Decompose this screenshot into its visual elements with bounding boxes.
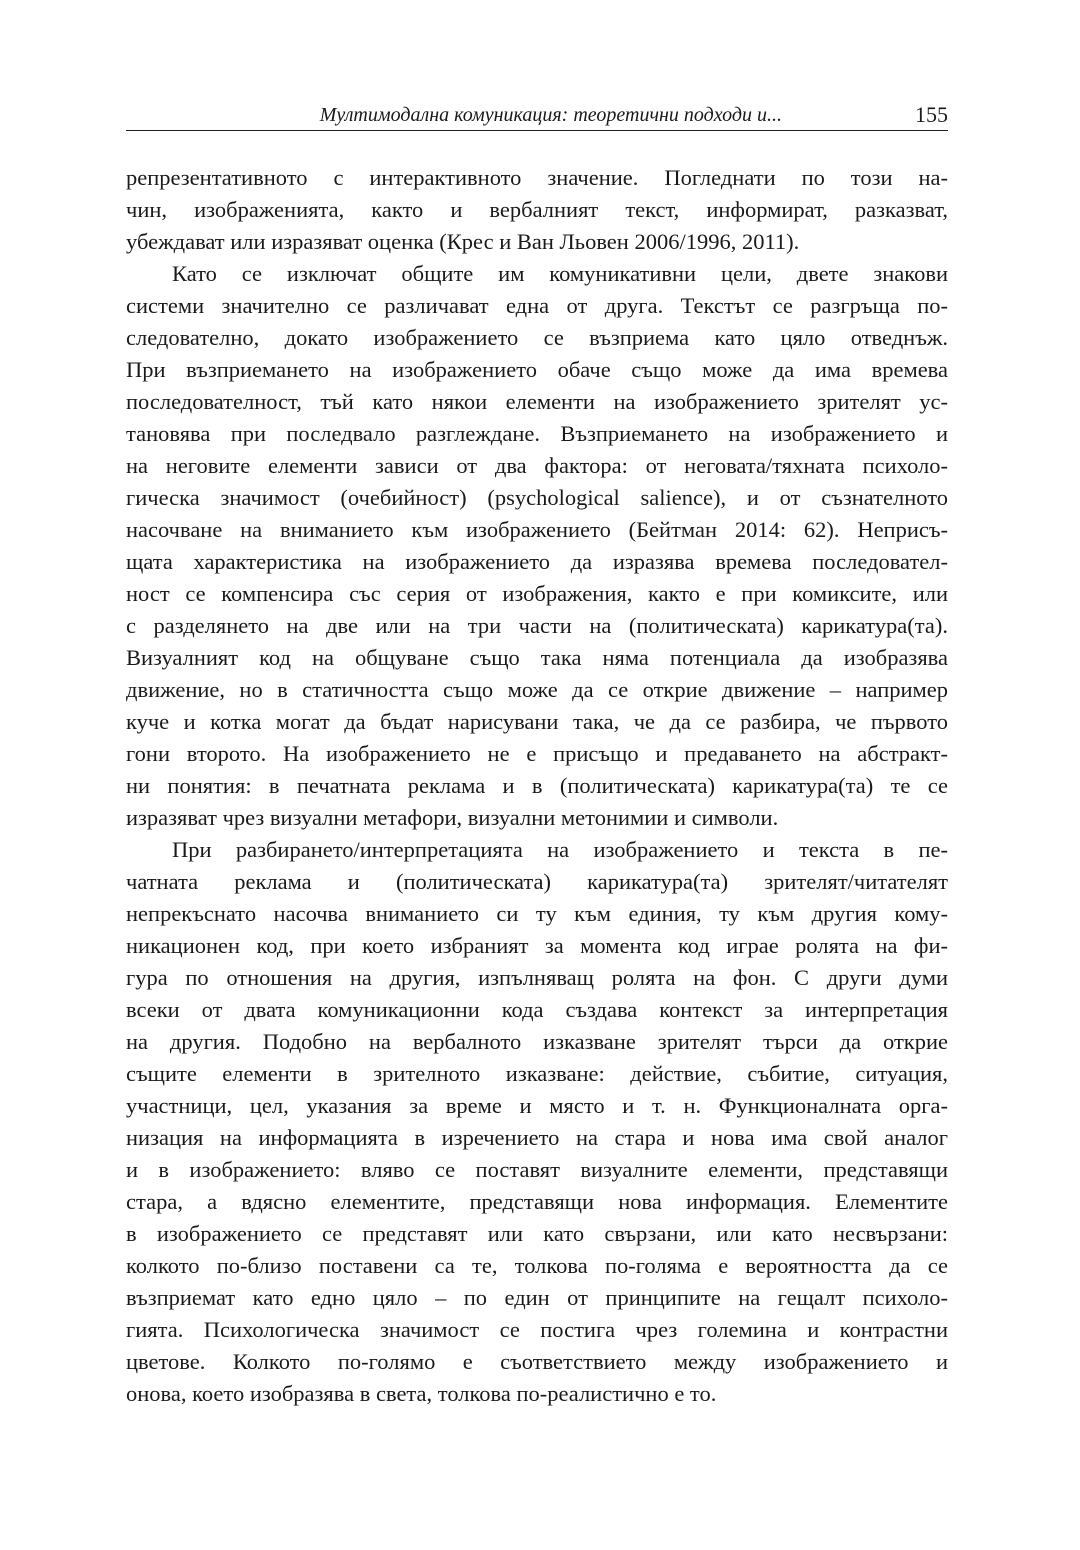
- text-line: гура по отношения на другия, изпълняващ ролята на фон. С други думи: [126, 965, 948, 990]
- text-line: същите елементи в зрителното изказване: действие, събитие, ситуация,: [126, 1061, 948, 1086]
- text-line: убеждават или изразяват оценка (Крес и Ван Льовен 2006/1996, 2011).: [126, 229, 800, 254]
- text-line: насочване на вниманието към изображението (Бейтман 2014: 62). Неприсъ-: [126, 517, 948, 542]
- text-line: куче и котка могат да бъдат нарисувани така, че да се разбира, че първото: [126, 709, 948, 734]
- text-line: Визуалният код на общуване също така няма потенциала да изобразява: [126, 645, 948, 670]
- text-line: ни понятия: в печатната реклама и в (политическата) карикатура(та) те се: [126, 773, 948, 798]
- running-title: Мултимодална комуникация: теоретични подходи и...: [319, 104, 782, 126]
- text-line: гони второто. На изображението не е присъщо и предаването на абстракт-: [126, 741, 948, 766]
- text-line: системи значително се различават една от друга. Текстът се разгръща по-: [126, 293, 948, 318]
- body-text: [126, 162, 948, 1410]
- text-line: чатната реклама и (политическата) карикатура(та) зрителят/читателят: [126, 869, 948, 894]
- text-line: в изображението се представят или като свързани, или като несвързани:: [126, 1221, 948, 1246]
- text-line: гическа значимост (очебийност) (psychological salience), и от съзнателното: [126, 485, 948, 510]
- text-line: колкото по-близо поставени са те, толкова по-голяма е вероятността да се: [126, 1253, 948, 1278]
- text-line: движение, но в статичността също може да се открие движение – например: [126, 677, 948, 702]
- text-line: чин, изображенията, както и вербалният текст, информират, разказват,: [126, 197, 948, 222]
- text-line: стара, а вдясно елементите, представящи нова информация. Елементите: [126, 1189, 948, 1214]
- text-line: последователност, тъй като някои елементи на изображението зрителят ус-: [126, 389, 948, 414]
- text-line: на неговите елементи зависи от два фактора: от неговата/тяхната психоло-: [126, 453, 948, 478]
- text-line: щата характеристика на изображението да изразява времева последовател-: [126, 549, 948, 574]
- page-number: 155: [915, 102, 948, 127]
- text-line: с разделянето на две или на три части на (политическата) карикатура(та).: [126, 613, 948, 638]
- text-line: непрекъснато насочва вниманието си ту към единия, ту към другия кому-: [126, 901, 948, 926]
- text-line: Като се изключат общите им комуникативни цели, двете знакови: [172, 261, 948, 286]
- text-line: изразяват чрез визуални метафори, визуални метонимии и символи.: [126, 805, 779, 830]
- text-line: участници, цел, указания за време и място и т. н. Функционалната орга-: [126, 1093, 948, 1118]
- running-header: [126, 100, 948, 131]
- text-line: следователно, докато изображението се възприема като цяло отведнъж.: [126, 325, 948, 350]
- text-line: гията. Психологическа значимост се постига чрез големина и контрастни: [126, 1317, 948, 1342]
- text-line: никационен код, при което избраният за момента код играе ролята на фи-: [126, 933, 948, 958]
- text-line: на другия. Подобно на вербалното изказване зрителят търси да открие: [126, 1029, 948, 1054]
- paragraph-1: [126, 162, 948, 258]
- text-line: всеки от двата комуникационни кода създава контекст за интерпретация: [126, 997, 948, 1022]
- text-line: репрезентативното с интерактивното значение. Погледнати по този на-: [126, 165, 948, 190]
- text-line: и в изображението: вляво се поставят визуалните елементи, представящи: [126, 1157, 948, 1182]
- paragraph-2: [126, 258, 948, 834]
- text-line: онова, което изобразява в света, толкова по-реалистично е то.: [126, 1381, 717, 1406]
- text-line: низация на информацията в изречението на стара и нова има свой аналог: [126, 1125, 948, 1150]
- text-line: възприемат като едно цяло – по един от принципите на гещалт психоло-: [126, 1285, 948, 1310]
- text-line: тановява при последвало разглеждане. Възприемането на изображението и: [126, 421, 948, 446]
- text-line: При разбирането/интерпретацията на изображението и текста в пе-: [172, 837, 948, 862]
- paragraph-3: [126, 834, 948, 1410]
- text-line: При възприемането на изображението обаче също може да има времева: [126, 357, 948, 382]
- text-line: ност се компенсира със серия от изображения, както е при комиксите, или: [126, 581, 948, 606]
- text-line: цветове. Колкото по-голямо е съответствието между изображението и: [126, 1349, 948, 1374]
